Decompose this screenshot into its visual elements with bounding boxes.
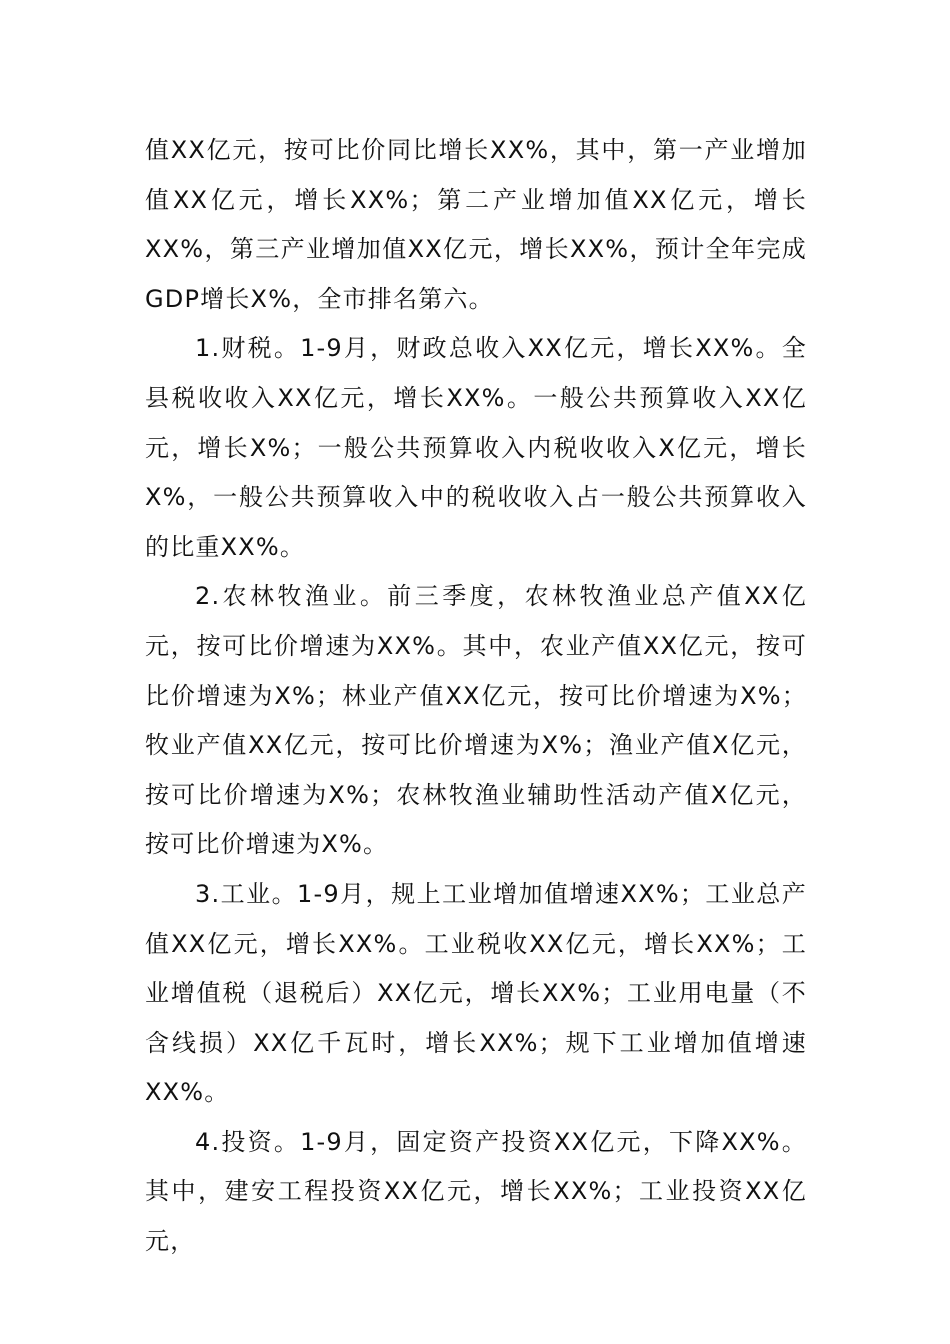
- paragraph-investment: 4.投资。1-9月，固定资产投资XX亿元，下降XX%。其中，建安工程投资XX亿元，增长XX%；工业投资XX亿元，: [145, 1127, 807, 1256]
- paragraph-gdp-summary: 值XX亿元，按可比价同比增长XX%，其中，第一产业增加值XX亿元，增长XX%；第二产业增加值XX亿元，增长XX%，第三产业增加值XX亿元，增长XX%，预计全年完成GDP增长X%，全市排名第六。: [145, 136, 807, 313]
- paragraph-industry: 3.工业。1-9月，规上工业增加值增速XX%；工业总产值XX亿元，增长XX%。工业税收XX亿元，增长XX%；工业增值税（退税后）XX亿元，增长XX%；工业用电量（不含线损）XX亿千瓦时，增长XX%；规下工业增加值增速XX%。: [145, 879, 807, 1107]
- document-body: [145, 126, 807, 1267]
- paragraph-agriculture: 2.农林牧渔业。前三季度，农林牧渔业总产值XX亿元，按可比价增速为XX%。其中，农业产值XX亿元，按可比价增速为X%；林业产值XX亿元，按可比价增速为X%；牧业产值XX亿元，按可比价增速为X%；渔业产值X亿元，按可比价增速为X%；农林牧渔业辅助性活动产值X亿元，按可比价增速为X%。: [145, 582, 807, 859]
- paragraph-fiscal-tax: 1.财税。1-9月，财政总收入XX亿元，增长XX%。全县税收收入XX亿元，增长XX%。一般公共预算收入XX亿元，增长X%；一般公共预算收入内税收收入X亿元，增长X%，一般公共预算收入中的税收收入占一般公共预算收入的比重XX%。: [145, 334, 807, 561]
